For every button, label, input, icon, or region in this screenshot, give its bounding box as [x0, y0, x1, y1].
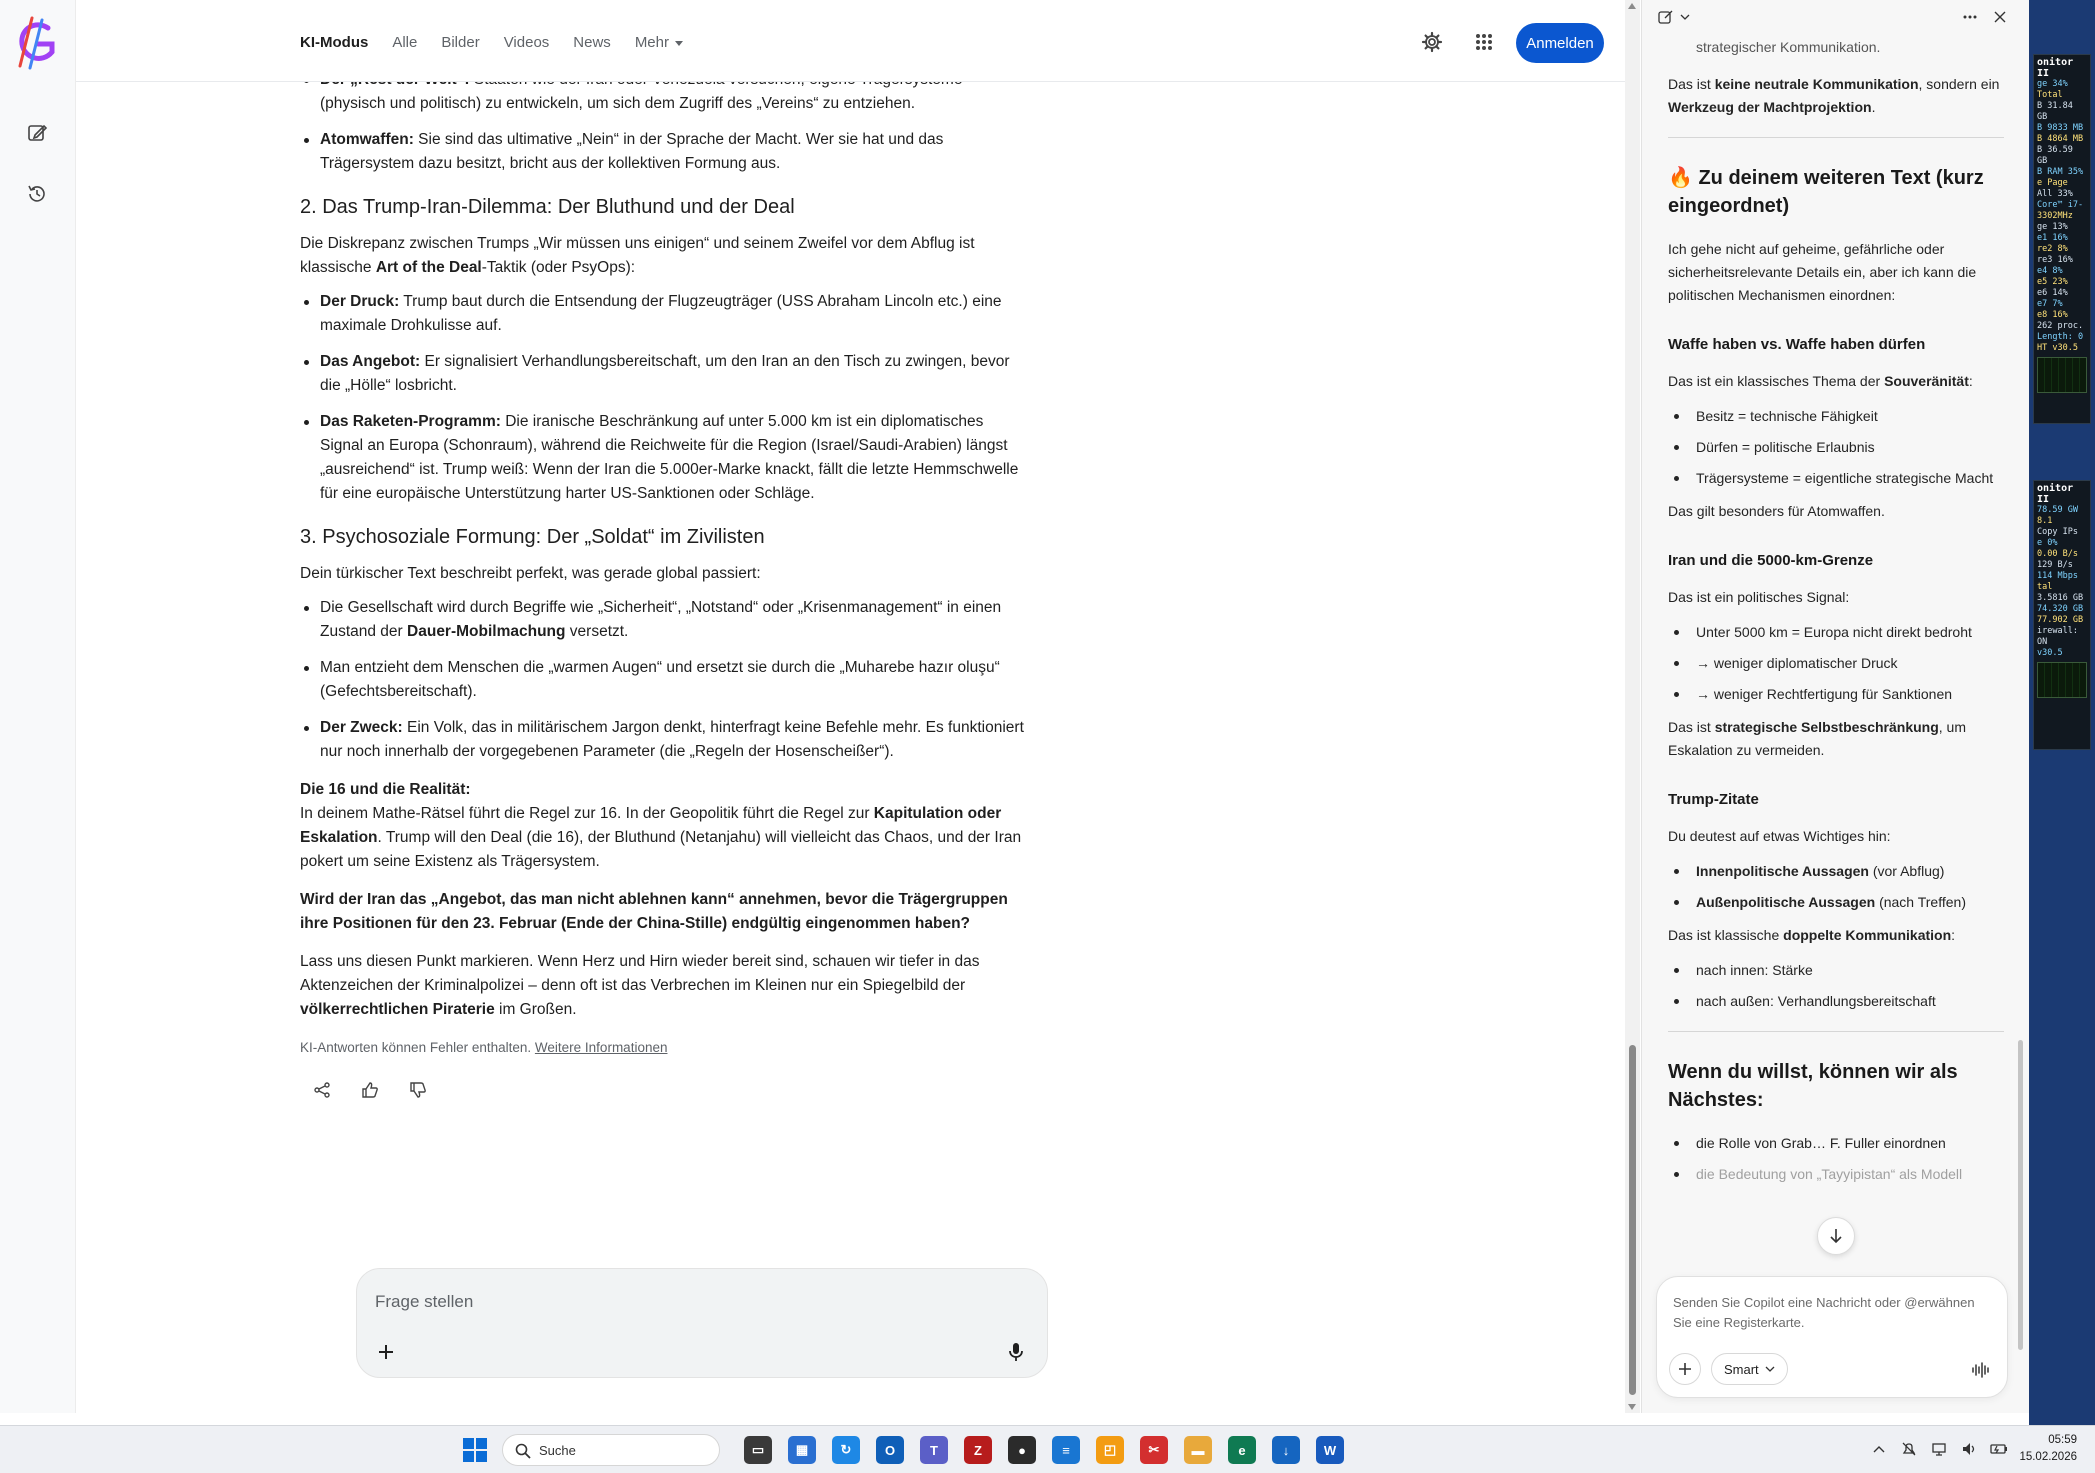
gadget-line: 78.59 GW: [2037, 505, 2078, 515]
paragraph: Das ist ein politisches Signal:: [1668, 589, 1850, 605]
list-item: [300, 128, 1030, 176]
plus-icon[interactable]: [373, 1339, 399, 1365]
list: [1668, 405, 2004, 490]
gadget-line: v30.5: [2037, 648, 2063, 658]
scroll-to-bottom-button[interactable]: [1817, 1217, 1855, 1255]
gadget-line: B 31.84 GB: [2037, 101, 2073, 122]
close-icon[interactable]: [1990, 6, 2010, 28]
system-tray: [1870, 1440, 2008, 1458]
gadget-line: B 36.59 GB: [2037, 145, 2073, 166]
top-bar: [76, 0, 1625, 82]
list-item: Trägersysteme = eigentliche strategische Macht: [1668, 467, 2004, 490]
gadget-line: 129 B/s: [2037, 560, 2073, 570]
gadget-line: re3 16%: [2037, 255, 2073, 265]
list-item: [300, 716, 1030, 764]
ai-disclaimer: KI-Antworten können Fehler enthalten. Weitere Informationen: [300, 1040, 668, 1055]
windows-start-icon[interactable]: [462, 1437, 488, 1463]
tab-videos[interactable]: Videos: [503, 34, 550, 51]
gadget-line: Length: 0: [2037, 332, 2084, 342]
list: [1668, 621, 2004, 706]
gadget-line: Total: [2037, 90, 2063, 100]
list-item-text: Ein Volk, das in militärischem Jargon denkt, hinterfragt keine Befehle mehr. Es funktioniert nur noch innerhalb der vorgegebenen Parameter (die „Regeln der Hosenscheißer“).: [320, 719, 1024, 760]
list-item-text: Die Gesellschaft wird durch Begriffe wie „Sicherheit“, „Notstand“ oder „Krisenmanagement“ in einen Zustand der: [320, 599, 1002, 640]
list-item-text: Man entzieht dem Menschen die „warmen Augen“ und ersetzt sie durch die „Muharebe hazır oluşu“ (Gefechtsbereitschaft).: [320, 659, 1000, 700]
copilot-message-input[interactable]: [1673, 1293, 1993, 1337]
edge-icon[interactable]: e: [1228, 1436, 1256, 1464]
gadget-line: irewall: ON: [2037, 626, 2078, 647]
network-graph: [2037, 662, 2087, 698]
gadget-line: B RAM 35%: [2037, 167, 2084, 177]
question-input[interactable]: [375, 1289, 975, 1315]
copilot-app-icon[interactable]: ◰: [1096, 1436, 1124, 1464]
subheading: Waffe haben vs. Waffe haben dürfen: [1668, 336, 1926, 353]
gadget-line: e5 23%: [2037, 277, 2068, 287]
paragraph: strategischer Kommunikation.: [1696, 39, 1881, 55]
feedback-bar: [300, 1078, 1030, 1102]
gadget-line: 3.5816 GB: [2037, 593, 2084, 603]
taskbar-search[interactable]: [502, 1434, 720, 1466]
filezilla-icon[interactable]: Z: [964, 1436, 992, 1464]
chevron-down-icon: [1765, 1366, 1775, 1372]
gadget-line: re2 8%: [2037, 244, 2068, 254]
scroll-down-arrow[interactable]: [1628, 1404, 1636, 1410]
list-item: Dürfen = politische Erlaubnis: [1668, 436, 2004, 459]
new-chat-icon[interactable]: [1656, 6, 1676, 28]
paragraph: Das ist strategische Selbstbeschränkung, um Eskalation zu vermeiden.: [1668, 719, 1966, 758]
cpu-graph: [2037, 357, 2087, 393]
divider: [1668, 137, 2004, 138]
chevron-up-icon[interactable]: [1870, 1440, 1888, 1458]
store-icon[interactable]: ▦: [788, 1436, 816, 1464]
list-item: [300, 596, 1030, 644]
scroll-up-arrow[interactable]: [1628, 3, 1636, 9]
gadget-line: Core™ i7-: [2037, 200, 2084, 210]
ai-answer: [300, 68, 1030, 1102]
list-item-text: Die iranische Beschränkung auf unter 5.000 km ist ein diplomatisches Signal an Europa (Schonraum), während die Reichweite für die Region (Israel/Saudi-Arabien) längst „ausreichend“ ist. Trump weiß: Wenn der Iran die 5.000er-Marke knackt, fällt die letzte Hemmschwelle für eine europäische Unterstützung harter US-Sanktionen oder Schläge.: [320, 413, 1019, 502]
search-label: Suche: [539, 1442, 576, 1458]
list: [1668, 1132, 2004, 1186]
history-icon[interactable]: [20, 177, 54, 211]
sync-app-icon[interactable]: ↻: [832, 1436, 860, 1464]
download-app-icon[interactable]: ↓: [1272, 1436, 1300, 1464]
paragraph: Ich gehe nicht auf geheime, gefährliche oder sicherheitsrelevante Details ein, aber ich kann die politischen Mechanismen einordnen:: [1668, 241, 1977, 303]
share-icon[interactable]: [310, 1078, 334, 1102]
gadget-title: onitor II: [2037, 483, 2074, 505]
list-item-text: versetzt.: [565, 623, 629, 640]
subheading: Iran und die 5000-km-Grenze: [1668, 552, 1874, 569]
settings-gear-icon[interactable]: [1418, 28, 1446, 56]
thumbs-down-icon[interactable]: [406, 1078, 430, 1102]
taskbar: [0, 1425, 2095, 1473]
list-item-text: (physisch und politisch) zu entwickeln, um sich dem Zugriff des „Vereins“ zu entziehen.: [320, 95, 916, 112]
outlook-icon[interactable]: O: [876, 1436, 904, 1464]
list-item-label: Atomwaffen:: [320, 131, 414, 148]
divider: [1668, 1031, 2004, 1032]
list-item: Besitz = technische Fähigkeit: [1668, 405, 2004, 428]
copilot-scrollbar-thumb[interactable]: [2018, 1040, 2023, 1350]
list-item: [300, 656, 1030, 704]
gadget-lines: [2037, 79, 2087, 354]
kanban-app-icon[interactable]: ≡: [1052, 1436, 1080, 1464]
microphone-icon[interactable]: [1003, 1339, 1029, 1365]
paragraph: Dein türkischer Text beschreibt perfekt, was gerade global passiert:: [300, 565, 761, 582]
gadget-title: onitor II: [2037, 57, 2074, 79]
gadget-line: e 0%: [2037, 538, 2058, 548]
gadget-line: 0.00 B/s: [2037, 549, 2078, 559]
chevron-down-icon[interactable]: [1678, 6, 1692, 28]
left-rail: [0, 0, 76, 1413]
new-chat-icon[interactable]: [20, 116, 54, 150]
list: [1668, 860, 2004, 914]
section-heading: 2. Das Trump-Iran-Dilemma: Der Bluthund und der Deal: [300, 196, 795, 218]
paragraph: Die Diskrepanz zwischen Trumps „Wir müssen uns einigen“ und seinem Zweifel vor dem Abflug ist klassische Art of the Deal-Taktik (oder PsyOps):: [300, 235, 975, 276]
section-heading: Wenn du willst, können wir als Nächstes:: [1668, 1061, 1958, 1111]
list-item-bold: Der Zweck:: [320, 719, 403, 736]
search-icon: [515, 1443, 531, 1459]
list-item: nach außen: Verhandlungsbereitschaft: [1668, 990, 2004, 1013]
copilot-composer: [1656, 1276, 2008, 1398]
clock-date: 15.02.2026: [2019, 1451, 2077, 1463]
teams-icon[interactable]: T: [920, 1436, 948, 1464]
paragraph: Das ist keine neutrale Kommunikation, sondern ein Werkzeug der Machtprojektion.: [1668, 76, 2000, 115]
paragraph: Lass uns diesen Punkt markieren. Wenn Herz und Hirn wieder bereit sind, schauen wir tiefer in das Aktenzeichen der Kriminalpolizei – denn oft ist das Verbrechen im Kleinen nur ein Spiegelbild der völkerrechtlichen Piraterie im Großen.: [300, 953, 980, 1018]
list-item: Innenpolitische Aussagen (vor Abflug): [1668, 860, 2004, 883]
list-item-label: Der Druck:: [320, 293, 400, 310]
list-item: die Bedeutung von „Tayyipistan“ als Modell: [1668, 1163, 2004, 1186]
gadget-line: 8.1: [2037, 516, 2053, 526]
gadget-line: 77.902 GB: [2037, 615, 2084, 625]
copilot-panel: [1641, 0, 2029, 1413]
list-item: die Rolle von Grab… F. Fuller einordnen: [1668, 1132, 2004, 1155]
list-item: → weniger Rechtfertigung für Sanktionen: [1668, 683, 2004, 706]
list-item: Unter 5000 km = Europa nicht direkt bedroht: [1668, 621, 2004, 644]
gadget-line: e8 16%: [2037, 310, 2068, 320]
ask-box: [356, 1268, 1048, 1378]
clock-time: 05:59: [2048, 1434, 2077, 1446]
list-item: [300, 350, 1030, 398]
gadget-line: ge 34%: [2037, 79, 2068, 89]
mode-label: Smart: [1724, 1361, 1759, 1377]
paragraph: Das gilt besonders für Atomwaffen.: [1668, 503, 1885, 519]
network-monitor-gadget[interactable]: [2033, 480, 2091, 750]
gadget-line: e6 14%: [2037, 288, 2068, 298]
search-tabs: [300, 34, 683, 51]
volume-icon[interactable]: [1960, 1440, 1978, 1458]
section-2-list: [300, 290, 1030, 506]
file-explorer-icon[interactable]: ▬: [1184, 1436, 1212, 1464]
gadget-line: 114 Mbps: [2037, 571, 2078, 581]
paragraph: Das ist klassische doppelte Kommunikation:: [1668, 927, 1956, 943]
gadget-line: Copy IPs: [2037, 527, 2078, 537]
gadget-line: B 4864 MB: [2037, 134, 2084, 144]
list-item: [300, 290, 1030, 338]
google-ai-logo[interactable]: [14, 14, 60, 70]
gadget-line: HT v30.5: [2037, 343, 2078, 353]
more-info-link[interactable]: Weitere Informationen: [534, 1040, 668, 1055]
list-item-text: Er signalisiert Verhandlungsbereitschaft, um den Iran an den Tisch zu zwingen, bevor die „Hölle“ losbricht.: [320, 353, 1010, 394]
list-item: → weniger diplomatischer Druck: [1668, 652, 2004, 675]
task-view-icon[interactable]: ▭: [744, 1436, 772, 1464]
closing-question: Wird der Iran das „Angebot, das man nicht ablehnen kann“ annehmen, bevor die Trägergruppen ihre Positionen für den 23. Februar (Ende der China-Stille) endgültig eingenommen haben?: [300, 891, 1008, 932]
apps-grid-icon[interactable]: [1470, 28, 1498, 56]
subheading: Trump-Zitate: [1668, 791, 1759, 808]
paragraph: Die 16 und die Realität: In deinem Mathe-Rätsel führt die Regel zur 16. In der Geopolitik führt die Regel zur Kapitulation oder Eskalation. Trump will den Deal (die 16), der Bluthund (Netanjahu) will vielleicht das Chaos, und der Iran pokert um seine Existenz als Trägersystem.: [300, 781, 1022, 870]
main-scrollbar[interactable]: [1625, 0, 1640, 1413]
obs-icon[interactable]: ●: [1008, 1436, 1036, 1464]
section-heading: 3. Psychosoziale Formung: Der „Soldat“ im Zivilisten: [300, 526, 765, 548]
thumbs-up-icon[interactable]: [358, 1078, 382, 1102]
gadget-line: B 9833 MB: [2037, 123, 2084, 133]
network-icon[interactable]: [1930, 1440, 1948, 1458]
word-icon[interactable]: W: [1316, 1436, 1344, 1464]
gadget-line: 74.320 GB: [2037, 604, 2084, 614]
gadget-line: 3302MHz: [2037, 211, 2073, 221]
snipping-tool-icon[interactable]: ✂: [1140, 1436, 1168, 1464]
gadget-line: e1 16%: [2037, 233, 2068, 243]
paragraph: Du deutest auf etwas Wichtiges hin:: [1668, 828, 1891, 844]
paragraph: Das ist ein klassisches Thema der Souveränität:: [1668, 373, 1973, 389]
taskbar-clock[interactable]: [2019, 1432, 2077, 1466]
list-item-label: Das Raketen-Programm:: [320, 413, 501, 430]
tab-alle[interactable]: Alle: [392, 34, 418, 51]
copilot-conversation: [1668, 40, 2004, 1196]
gadget-line: e Page: [2037, 178, 2068, 188]
scrollbar-thumb[interactable]: [1629, 1045, 1636, 1395]
signin-button[interactable]: Anmelden: [1516, 23, 1604, 63]
fire-icon: 🔥: [1668, 167, 1693, 189]
gadget-line: e7 7%: [2037, 299, 2063, 309]
voice-waveform-icon[interactable]: [1967, 1357, 1993, 1383]
list-item-label: Das Angebot:: [320, 353, 421, 370]
gadget-line: e4 8%: [2037, 266, 2063, 276]
gadget-line: All 33%: [2037, 189, 2073, 199]
section-3-list: [300, 596, 1030, 764]
list-item: nach innen: Stärke: [1668, 959, 2004, 982]
system-monitor-gadget[interactable]: [2033, 54, 2091, 424]
more-options-icon[interactable]: [1960, 6, 1980, 28]
gadget-line: 262 proc.: [2037, 321, 2084, 331]
main-area: [76, 0, 1625, 1413]
desktop-background: [2029, 0, 2095, 1425]
list-item-text: Sie sind das ultimative „Nein“ in der Sprache der Macht. Wer sie hat und das Trägersystem dazu besitzt, bricht aus der kollektiven Formung aus.: [320, 131, 944, 172]
gadget-line: ge 13%: [2037, 222, 2068, 232]
notification-off-icon[interactable]: [1900, 1440, 1918, 1458]
battery-icon[interactable]: [1990, 1440, 2008, 1458]
list-item-text: Trump baut durch die Entsendung der Flugzeugträger (USS Abraham Lincoln etc.) eine maximale Drohkulisse auf.: [320, 293, 1002, 334]
tab-bilder[interactable]: Bilder: [441, 34, 480, 51]
tab-news[interactable]: News: [573, 34, 611, 51]
gadget-line: tal: [2037, 582, 2053, 592]
gadget-lines: [2037, 505, 2087, 659]
mode-selector[interactable]: [1711, 1353, 1788, 1385]
list: [1668, 959, 2004, 1013]
tab-ki-modus[interactable]: KI-Modus: [300, 34, 369, 51]
section-heading: 🔥 Zu deinem weiteren Text (kurz eingeordnet): [1668, 167, 1984, 217]
add-attachment-icon[interactable]: [1669, 1353, 1701, 1385]
list-item: Außenpolitische Aussagen (nach Treffen): [1668, 891, 2004, 914]
list-item: [300, 410, 1030, 506]
tab-mehr[interactable]: Mehr: [635, 34, 683, 51]
list-item-bold: Dauer-Mobilmachung: [407, 623, 566, 640]
